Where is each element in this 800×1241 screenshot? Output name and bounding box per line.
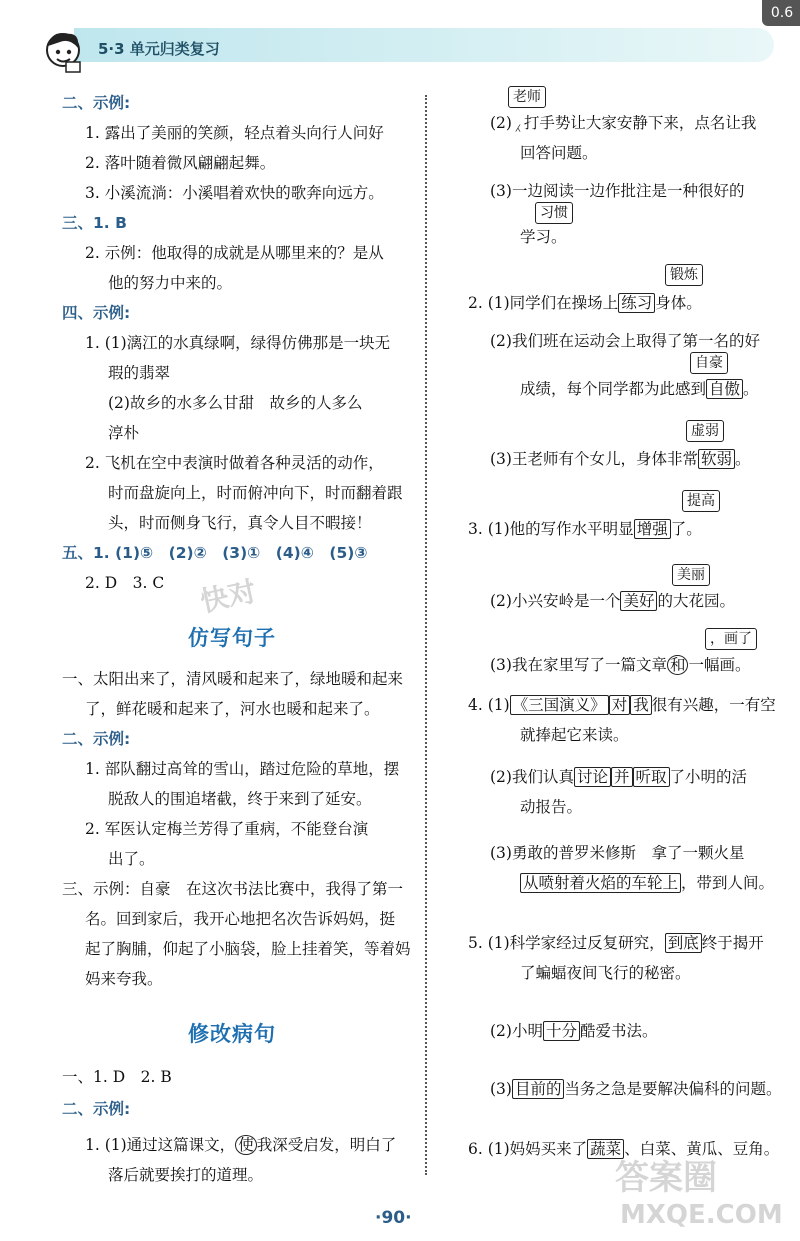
moved-phrase: 从喷射着火焰的车轮上 — [520, 873, 681, 893]
right-line-12 — [468, 694, 776, 716]
left-line-20: 二、示例: — [62, 730, 131, 748]
text-segment: 成绩，每个同学都为此感到 — [520, 380, 707, 398]
right-line-9 — [468, 518, 702, 540]
left-line-2: 1. 露出了美丽的笑颜，轻点着头向行人问好 — [85, 124, 384, 142]
replaced-word: 美好 — [620, 591, 657, 611]
text-segment: 打手势让大家安静下来，点名让我 — [523, 114, 757, 132]
text-segment: 当务之急是要解决偏科的问题。 — [564, 1080, 782, 1098]
left-line-22: 脱敌人的围追堵截，终于来到了延安。 — [108, 790, 372, 808]
header-title: 5·3 单元归类复习 — [98, 40, 220, 58]
swapped-word: 我 — [630, 695, 652, 715]
left-line-28: 妈来夸我。 — [85, 970, 163, 988]
text-segment: ，带到人间。 — [681, 874, 775, 892]
replaced-word: 软弱 — [698, 449, 735, 469]
left-line-30: 二、示例: — [62, 1100, 131, 1118]
left-line-13: 2. 飞机在空中表演时做着各种灵活的动作， — [85, 454, 384, 472]
left-line-24: 出了。 — [108, 850, 155, 868]
left-line-3: 2. 落叶随着微风翩翩起舞。 — [85, 154, 276, 172]
right-line-4: 学习。 — [520, 228, 567, 246]
mascot-icon — [40, 28, 86, 76]
text-segment: 1. (1)通过这篇课文， — [85, 1136, 236, 1154]
left-line-16: 五、1. (1)⑤ (2)② (3)① (4)④ (5)③ — [62, 544, 368, 562]
left-line-17: 2. D 3. C — [85, 574, 165, 592]
right-line-3: (3)一边阅读一边作批注是一种很好的 — [490, 182, 745, 200]
inserted-word: 习惯 — [535, 202, 573, 224]
swapped-word: 讨论 — [574, 767, 611, 787]
left-line-11: (2)故乡的水多么甘甜 故乡的人多么 — [108, 394, 363, 412]
left-line-32: 落后就要挨打的道理。 — [108, 1166, 264, 1184]
text-segment: 。 — [743, 380, 759, 398]
left-line-15: 头，时而侧身飞行，真令人目不暇接！ — [108, 514, 372, 532]
text-segment: 、白菜、黄瓜、豆角。 — [624, 1140, 780, 1158]
swapped-word: 并 — [611, 767, 633, 787]
text-segment: (2)我们认真 — [490, 768, 574, 786]
replaced-word: 自傲 — [706, 379, 743, 399]
replacement-word: ，画了 — [705, 628, 757, 650]
text-segment: (2) — [490, 114, 512, 132]
text-segment: (3) — [490, 1080, 512, 1098]
text-segment: 了小明的活 — [669, 768, 748, 786]
left-line-25: 三、示例：自豪 在这次书法比赛中，我得了第一 — [62, 880, 404, 898]
right-line-16: (3)勇敢的普罗米修斯 拿了一颗火星 — [490, 844, 745, 862]
deleted-word: 十分 — [543, 1021, 580, 1041]
text-segment: 终于揭开 — [701, 934, 764, 952]
text-segment: (3)我在家里写了一篇文章 — [490, 656, 667, 674]
right-line-15: 动报告。 — [520, 798, 583, 816]
right-line-18 — [468, 932, 764, 954]
column-divider — [425, 95, 427, 1175]
left-line-23: 2. 军医认定梅兰芳得了重病，不能登台演 — [85, 820, 369, 838]
right-line-5 — [468, 292, 702, 314]
right-line-20 — [490, 1020, 658, 1042]
text-segment: 6. (1)妈妈买来了 — [468, 1140, 588, 1158]
left-line-26: 名。回到家后，我开心地把名次告诉妈妈，挺 — [85, 910, 396, 928]
right-line-17 — [520, 872, 774, 894]
insert-mark-icon: ⁁ — [515, 114, 520, 132]
right-line-10 — [490, 590, 735, 612]
watermark-site: MXQE.COM — [620, 1200, 783, 1230]
left-line-7: 他的努力中来的。 — [108, 274, 233, 292]
right-line-2: 回答问题。 — [520, 144, 598, 162]
text-segment: 4. (1) — [468, 696, 510, 714]
left-line-9: 1. (1)漓江的水真绿啊，绿得仿佛那是一块无 — [85, 334, 391, 352]
left-line-31 — [85, 1134, 396, 1156]
deleted-word: 使 — [235, 1135, 257, 1155]
corner-tab: 0.6 — [762, 0, 800, 26]
text-segment: 一幅画。 — [688, 656, 751, 674]
text-segment: 我深受启发，明白了 — [256, 1136, 397, 1154]
swapped-word: 听取 — [633, 767, 670, 787]
deleted-word: 目前的 — [512, 1079, 565, 1099]
left-line-4: 3. 小溪流淌：小溪唱着欢快的歌奔向远方。 — [85, 184, 384, 202]
right-line-7 — [520, 378, 759, 400]
swapped-phrase: 《三国演义》 — [510, 695, 609, 715]
replaced-word: 和 — [667, 655, 689, 675]
left-line-18: 一、太阳出来了，清风暖和起来了，绿地暖和起来 — [62, 670, 404, 688]
left-line-29: 一、1. D 2. B — [62, 1068, 172, 1086]
left-line-1: 二、示例: — [62, 94, 131, 112]
text-segment: 。 — [734, 450, 751, 468]
text-segment: 3. (1)他的写作水平明显 — [468, 520, 634, 538]
right-line-6: (2)我们班在运动会上取得了第一名的好 — [490, 332, 760, 350]
text-segment: 的大花园。 — [657, 592, 735, 610]
replacement-word: 自豪 — [690, 352, 728, 374]
replaced-word: 增强 — [634, 519, 671, 539]
right-line-14 — [490, 766, 747, 788]
right-line-1 — [490, 112, 756, 134]
deleted-word: 到底 — [665, 933, 702, 953]
left-line-5: 三、1. B — [62, 214, 127, 232]
left-line-27: 起了胸脯，仰起了小脑袋，脸上挂着笑，等着妈 — [85, 940, 411, 958]
inserted-word: 老师 — [508, 86, 546, 108]
text-segment: 酷爱书法。 — [579, 1022, 658, 1040]
text-segment: 身体。 — [655, 294, 702, 312]
text-segment: 2. (1)同学们在操场上 — [468, 294, 619, 312]
text-segment: 很有兴趣，一有空 — [651, 696, 776, 714]
text-segment: (2)小兴安岭是一个 — [490, 592, 621, 610]
right-line-21 — [490, 1078, 782, 1100]
replacement-word: 锻炼 — [665, 264, 703, 286]
deleted-word: 蔬菜 — [587, 1139, 624, 1159]
heading-imitation: 仿写句子 — [188, 626, 276, 650]
watermark-daan: 答案圈 — [615, 1158, 717, 1198]
text-segment: (2)小明 — [490, 1022, 543, 1040]
left-line-10: 瑕的翡翠 — [108, 364, 171, 382]
page-header — [0, 18, 800, 70]
watermark-kuaidui: 快对 — [197, 574, 260, 619]
heading-correction: 修改病句 — [188, 1022, 276, 1046]
replaced-word: 练习 — [618, 293, 655, 313]
page-number: ·90· — [375, 1208, 412, 1228]
replacement-word: 提高 — [682, 490, 720, 512]
replacement-word: 美丽 — [672, 564, 710, 586]
left-line-21: 1. 部队翻过高耸的雪山，踏过危险的草地，摆 — [85, 760, 400, 778]
right-line-11 — [490, 654, 751, 676]
left-line-19: 了，鲜花暖和起来了，河水也暖和起来了。 — [85, 700, 380, 718]
left-line-12: 淳朴 — [108, 424, 140, 442]
swapped-word: 对 — [609, 695, 631, 715]
replacement-word: 虚弱 — [686, 420, 724, 442]
right-line-8 — [490, 448, 751, 470]
text-segment: 5. (1)科学家经过反复研究， — [468, 934, 665, 952]
text-segment: (3)王老师有个女儿，身体非常 — [490, 450, 698, 468]
text-segment: 了。 — [670, 520, 702, 538]
right-line-13: 就捧起它来读。 — [520, 726, 629, 744]
left-line-8: 四、示例: — [62, 304, 131, 322]
left-line-14: 时而盘旋向上，时而俯冲向下，时而翻着跟 — [108, 484, 403, 502]
left-line-6: 2. 示例：他取得的成就是从哪里来的？是从 — [85, 244, 384, 262]
right-line-19: 了蝙蝠夜间飞行的秘密。 — [520, 964, 691, 982]
